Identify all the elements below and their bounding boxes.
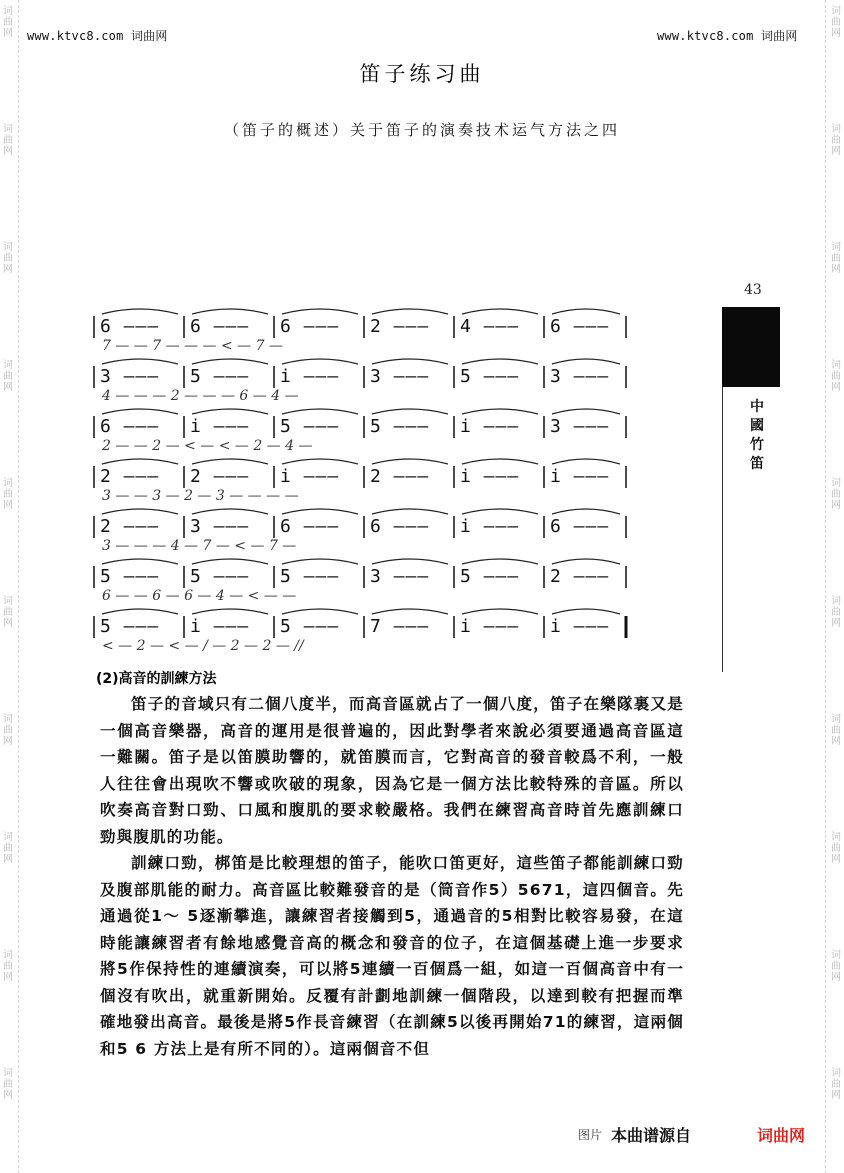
- slur-arc: [552, 559, 620, 564]
- slur-arc: [462, 409, 538, 414]
- side-chapter-label: 中國竹笛: [750, 399, 764, 472]
- watermark-unit: 词 曲 网: [3, 360, 13, 393]
- slur-arc: [192, 459, 268, 464]
- watermark-unit: 词 曲 网: [831, 360, 841, 393]
- measure-notes: i ———: [460, 466, 520, 487]
- handwritten-annotation: < — 2 — < — / — 2 — 2 — //: [102, 638, 304, 654]
- slur-arc: [462, 609, 538, 614]
- slur-arc: [192, 509, 268, 514]
- slur-arc: [372, 409, 448, 414]
- measure-notes: 2 ———: [370, 466, 430, 487]
- slur-arc: [192, 309, 268, 314]
- header-right-link[interactable]: www.ktvc8.com 词曲网: [657, 29, 798, 43]
- measure-notes: 3 ———: [370, 366, 430, 387]
- measure-notes: 2 ———: [190, 466, 250, 487]
- watermark-unit: 词 曲 网: [3, 596, 13, 629]
- page-subtitle: （笛子的概述）关于笛子的演奏技术运气方法之四: [223, 121, 620, 139]
- measure-notes: 2 ———: [370, 316, 430, 337]
- slur-arc: [102, 459, 178, 464]
- slur-arc: [282, 459, 358, 464]
- measure-notes: 2 ———: [100, 466, 160, 487]
- watermark-unit: 词 曲 网: [831, 124, 841, 157]
- slur-arc: [552, 509, 620, 514]
- slur-arc: [552, 609, 620, 614]
- measure-notes: 4 ———: [460, 316, 520, 337]
- watermark-unit: 词 曲 网: [3, 832, 13, 865]
- notation-score: [90, 304, 630, 654]
- side-rule: [722, 387, 723, 672]
- measure-notes: 6 ———: [550, 316, 610, 337]
- measure-notes: 5 ———: [280, 566, 340, 587]
- measure-notes: 5 ———: [100, 566, 160, 587]
- watermark-unit: 词 曲 网: [3, 242, 13, 275]
- measure-notes: 6 ———: [550, 516, 610, 537]
- left-watermark-strip: [0, 0, 16, 1173]
- slur-arc: [102, 509, 178, 514]
- slur-arc: [192, 609, 268, 614]
- measure-notes: 5 ———: [100, 616, 160, 637]
- watermark-unit: 词 曲 网: [3, 6, 13, 39]
- measure-notes: 6 ———: [100, 316, 160, 337]
- slur-arc: [372, 509, 448, 514]
- handwritten-annotation: 3 — — 3 — 2 — 3 — — — —: [102, 488, 299, 504]
- measure-notes: i ———: [550, 466, 610, 487]
- slur-arc: [372, 309, 448, 314]
- watermark-unit: 词 曲 网: [831, 832, 841, 865]
- watermark-unit: 词 曲 网: [831, 1068, 841, 1101]
- slur-arc: [462, 359, 538, 364]
- measure-notes: 3 ———: [190, 516, 250, 537]
- measure-notes: 6 ———: [100, 416, 160, 437]
- score-row: [90, 354, 630, 404]
- handwritten-annotation: 6 — — 6 — 6 — 4 — < — —: [102, 588, 297, 604]
- score-row: [90, 554, 630, 604]
- footer-source-text: 本曲谱源自: [611, 1126, 692, 1145]
- measure-notes: 6 ———: [190, 316, 250, 337]
- slur-arc: [282, 509, 358, 514]
- measure-notes: i ———: [460, 516, 520, 537]
- measure-notes: i ———: [550, 616, 610, 637]
- slur-arc: [102, 309, 178, 314]
- score-row: [90, 504, 630, 554]
- watermark-unit: 词 曲 网: [3, 714, 13, 747]
- slur-arc: [552, 309, 620, 314]
- slur-arc: [372, 359, 448, 364]
- slur-arc: [102, 409, 178, 414]
- handwritten-annotation: 3 — — — 4 — 7 — < — 7 —: [102, 538, 297, 554]
- measure-notes: 5 ———: [280, 416, 340, 437]
- slur-arc: [462, 559, 538, 564]
- slur-arc: [192, 359, 268, 364]
- measure-notes: i ———: [460, 416, 520, 437]
- footer-brand-link[interactable]: 词曲网: [757, 1126, 806, 1145]
- slur-arc: [552, 359, 620, 364]
- slur-arc: [282, 309, 358, 314]
- handwritten-annotation: 2 — — 2 — < — < — 2 — 4 —: [102, 438, 313, 454]
- slur-arc: [282, 359, 358, 364]
- slur-arc: [282, 559, 358, 564]
- slur-arc: [552, 409, 620, 414]
- watermark-unit: 词 曲 网: [831, 714, 841, 747]
- slur-arc: [282, 609, 358, 614]
- slur-arc: [102, 609, 178, 614]
- measure-notes: 5 ———: [280, 616, 340, 637]
- measure-notes: i ———: [190, 616, 250, 637]
- score-row: [90, 304, 630, 354]
- slur-arc: [372, 459, 448, 464]
- measure-notes: 2 ———: [100, 516, 160, 537]
- slur-arc: [192, 559, 268, 564]
- measure-notes: 3 ———: [550, 416, 610, 437]
- slur-arc: [372, 609, 448, 614]
- slur-arc: [462, 309, 538, 314]
- measure-notes: 7 ———: [370, 616, 430, 637]
- watermark-unit: 词 曲 网: [3, 478, 13, 511]
- slur-arc: [552, 459, 620, 464]
- watermark-unit: 词 曲 网: [3, 124, 13, 157]
- score-row: [90, 454, 630, 504]
- header-left-link[interactable]: www.ktvc8.com 词曲网: [27, 29, 168, 43]
- left-dashed-rule: [18, 0, 19, 1173]
- score-row: [90, 604, 630, 654]
- measure-notes: 5 ———: [370, 416, 430, 437]
- watermark-unit: 词 曲 网: [831, 242, 841, 275]
- measure-notes: 3 ———: [370, 566, 430, 587]
- measure-notes: 3 ———: [550, 366, 610, 387]
- measure-notes: 5 ———: [460, 566, 520, 587]
- measure-notes: i ———: [460, 616, 520, 637]
- slur-arc: [462, 459, 538, 464]
- measure-notes: 6 ———: [280, 516, 340, 537]
- slur-arc: [372, 559, 448, 564]
- measure-notes: 5 ———: [190, 366, 250, 387]
- measure-notes: 5 ———: [460, 366, 520, 387]
- slur-arc: [102, 359, 178, 364]
- handwritten-annotation: 7 — — 7 — — — < — 7 —: [102, 338, 283, 354]
- watermark-unit: 词 曲 网: [3, 950, 13, 983]
- page-title: 笛子练习曲: [359, 62, 485, 86]
- measure-notes: 3 ———: [100, 366, 160, 387]
- right-watermark-strip: [828, 0, 844, 1173]
- footer-image-label: 图片: [578, 1128, 603, 1142]
- watermark-unit: 词 曲 网: [3, 1068, 13, 1101]
- right-dashed-rule: [825, 0, 826, 1173]
- slur-arc: [282, 409, 358, 414]
- measure-notes: 6 ———: [370, 516, 430, 537]
- section-heading: (2)高音的訓練方法: [96, 671, 217, 687]
- body-paragraph: 笛子的音域只有二個八度半，而高音區就占了一個八度，笛子在樂隊裏又是一個高音樂器，高音的運用是很普遍的，因此對學者來說必須要通過高音區這一難關。笛子是以笛膜助響的，就笛膜而言，它對高音的發音較爲不利，一般人往往會出現吹不響或吹破的現象，因為它是一個方法比較特殊的音區。所以吹奏高音對口勁、口風和腹肌的要求較嚴格。我們在練習高音時首先應訓練口勁與腹肌的功能。: [100, 695, 684, 846]
- measure-notes: i ———: [280, 366, 340, 387]
- slur-arc: [102, 559, 178, 564]
- score-row: [90, 404, 630, 454]
- measure-notes: 6 ———: [280, 316, 340, 337]
- page-number: 43: [744, 282, 762, 298]
- body-paragraph: 訓練口勁，梆笛是比較理想的笛子，能吹口笛更好，這些笛子都能訓練口勁及腹部肌能的耐力。高音區比較難發音的是（筒音作5）5671，這四個音。先通過從1～ 5逐漸攀進，讓練習者接觸到5，通過音的5相對比較容易發，在這時能讓練習者有餘地感覺音高的概念和發音的位子，在這個基礎上進一步要求將5作保持性的連續演奏，可以將5連續一百個爲一組，如這一百個高音中有一個沒有吹出，就重新開始。反覆有計劃地訓練一個階段，以達到較有把握而準確地發出高音。最後是將5作長音練習（在訓練5以後再開始71的練習，這兩個和5 6 方法上是有所不同的）。這兩個音不但: [100, 854, 684, 1058]
- measure-notes: i ———: [190, 416, 250, 437]
- measure-notes: i ———: [280, 466, 340, 487]
- chapter-tab: [722, 307, 780, 387]
- measure-notes: 2 ———: [550, 566, 610, 587]
- watermark-unit: 词 曲 网: [831, 950, 841, 983]
- slur-arc: [462, 509, 538, 514]
- handwritten-annotation: 4 — — — 2 — — — 6 — 4 —: [102, 388, 299, 404]
- measure-notes: 5 ———: [190, 566, 250, 587]
- watermark-unit: 词 曲 网: [831, 596, 841, 629]
- watermark-unit: 词 曲 网: [831, 478, 841, 511]
- slur-arc: [192, 409, 268, 414]
- watermark-unit: 词 曲 网: [831, 6, 841, 39]
